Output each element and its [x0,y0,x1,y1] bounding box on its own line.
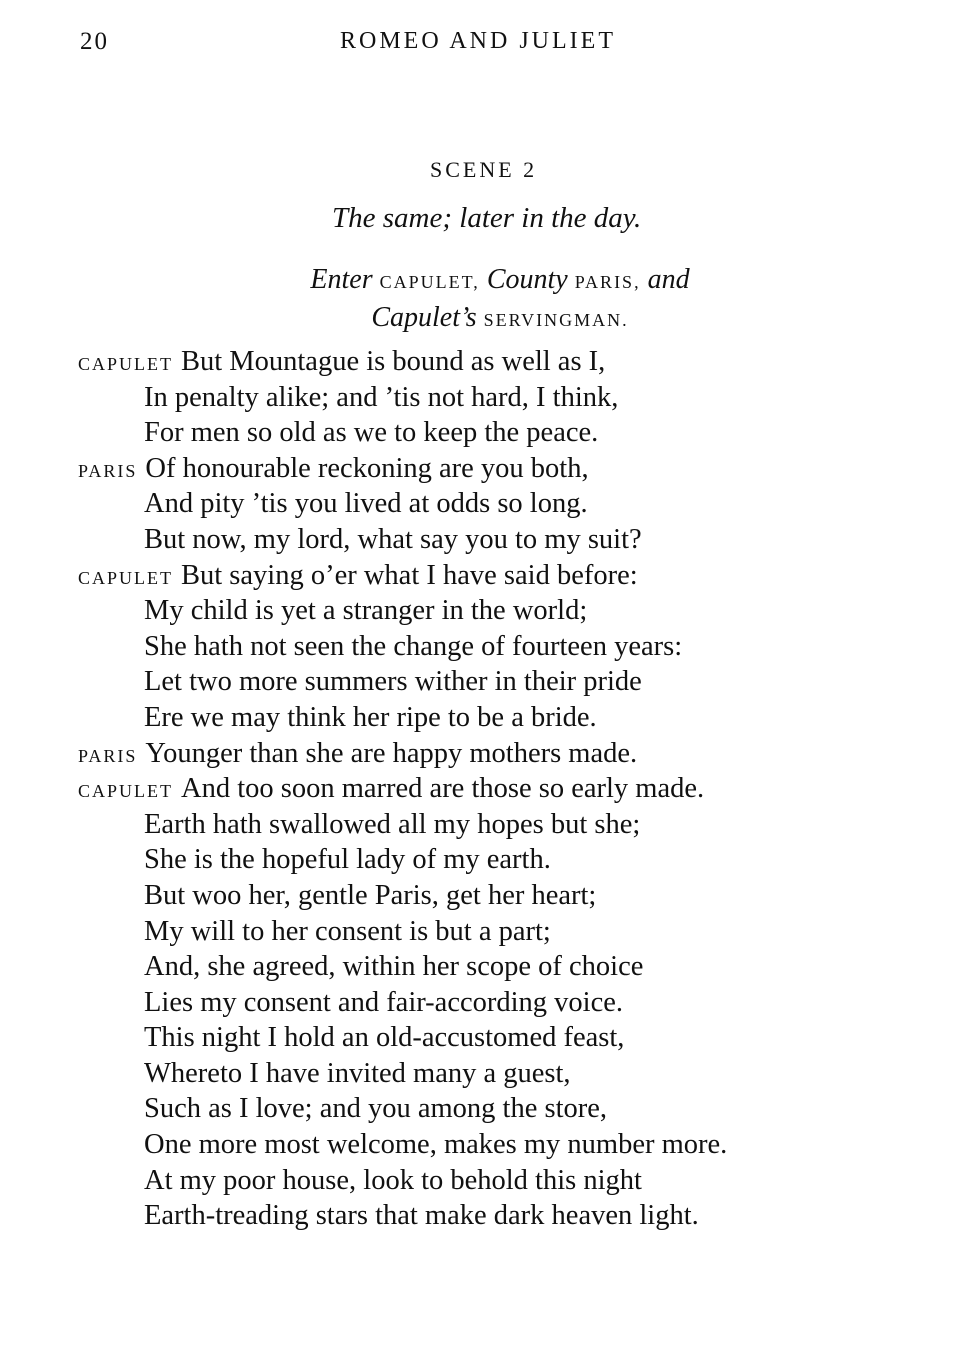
scene-heading: SCENE 2 [430,157,538,182]
stage-enter: Enter [310,264,373,295]
verse-text: For men so old as we to keep the peace. [144,417,599,449]
verse-line [78,1056,727,1092]
verse-line [78,1127,727,1163]
verse-line [78,522,727,558]
verse-line [78,380,727,416]
verse-line [78,1163,727,1199]
verse-text: But now, my lord, what say you to my suit? [144,523,642,555]
stage-direction-line-1 [250,262,750,300]
verse-text: This night I hold an old-accustomed feast, [144,1022,625,1054]
verse-line [78,558,727,594]
verse-line [78,1198,727,1234]
verse-text: Lies my consent and fair-according voice. [144,986,623,1018]
verse-text: And, she agreed, within her scope of choice [144,951,644,983]
verse-text: Earth-treading stars that make dark heaven light. [144,1200,699,1232]
verse-line [78,486,727,522]
verse-text: Younger than she are happy mothers made. [145,737,638,769]
verse-text: Such as I love; and you among the store, [144,1093,608,1125]
verse-text: Whereto I have invited many a guest, [144,1057,571,1089]
verse-line [78,878,727,914]
verse-text: And too soon marred are those so early made. [181,773,705,805]
verse-line [78,1020,727,1056]
verse-text: One more most welcome, makes my number more. [144,1129,728,1161]
speaker-name: PARIS [78,745,138,766]
verse-line [78,1091,727,1127]
verse-line [78,736,727,772]
verse-line [78,949,727,985]
stage-capulet: CAPULET, [379,272,480,292]
running-title: ROMEO AND JULIET [340,28,616,54]
verse-line [78,914,727,950]
stage-county: County [486,264,568,295]
verse-text: In penalty alike; and ’tis not hard, I think, [144,381,619,413]
verse-text: My child is yet a stranger in the world; [144,595,588,627]
verse-line [78,664,727,700]
speaker-name: CAPULET [78,781,173,802]
stage-direction [250,262,750,338]
verse-line [78,985,727,1021]
verse-text: But saying o’er what I have said before: [181,559,638,591]
dialogue [78,344,727,1234]
verse-line [78,593,727,629]
verse-text: Let two more summers wither in their pride [144,666,642,698]
verse-text: Of honourable reckoning are you both, [145,452,589,484]
stage-paris: PARIS, [574,272,641,292]
verse-line [78,415,727,451]
verse-text: And pity ’tis you lived at odds so long. [144,488,588,520]
stage-servingman: SERVINGMAN. [483,310,629,330]
verse-text: She hath not seen the change of fourteen years: [144,630,683,662]
speaker-name: PARIS [78,460,138,481]
verse-line [78,451,727,487]
page-number: 20 [80,28,109,55]
stage-direction-line-2 [250,300,750,338]
verse-line [78,842,727,878]
verse-line [78,807,727,843]
verse-text: My will to her consent is but a part; [144,915,551,947]
stage-and: and [647,264,690,295]
verse-line [78,771,727,807]
verse-line [78,700,727,736]
verse-line [78,629,727,665]
speaker-name: CAPULET [78,567,173,588]
verse-text: Earth hath swallowed all my hopes but she; [144,808,641,840]
scene-setting: The same; later in the day. [332,202,642,234]
verse-line [78,344,727,380]
verse-text: But Mountague is bound as well as I, [181,346,606,377]
verse-text: She is the hopeful lady of my earth. [144,844,551,876]
verse-text: But woo her, gentle Paris, get her heart; [144,879,597,911]
verse-text: At my poor house, look to behold this night [144,1164,642,1196]
speaker-name: CAPULET [78,354,173,374]
verse-text: Ere we may think her ripe to be a bride. [144,701,597,733]
stage-capulets: Capulet’s [371,302,477,333]
